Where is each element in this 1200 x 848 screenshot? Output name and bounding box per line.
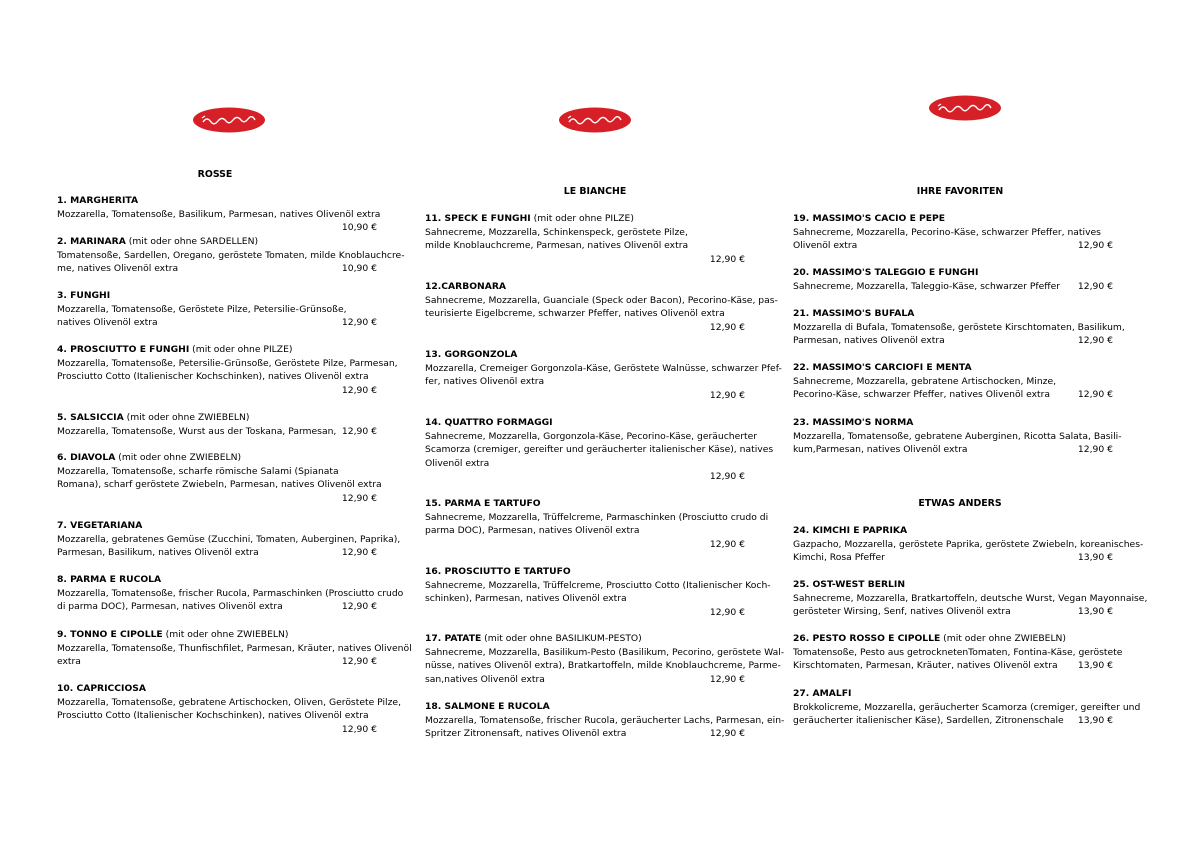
item-description: Parmesan, Basilikum, natives Olivenöl extra [57,547,259,559]
section-title-rosse: ROSSE [197,169,233,180]
item-description: Parmesan, natives Olivenöl extra [793,335,945,347]
item-price: 12,90 € [709,471,745,483]
menu-item [57,411,377,438]
item-description: kum,Parmesan, natives Olivenöl extra [793,444,968,456]
item-price: 12,90 € [341,492,377,504]
item-name: 6. DIAVOLA [57,452,116,463]
item-price: 12,90 € [709,728,745,740]
item-description: extra [57,656,81,668]
item-description: nüsse, natives Olivenöl extra), Bratkartoffeln, milde Knoblauchcreme, Parme- [425,660,781,672]
item-title [793,632,1113,646]
menu-item [57,628,412,669]
item-description: Mozzarella, Tomatensoße, Thunfischfilet, Parmesan, Kräuter, natives Olivenöl [57,642,412,654]
menu-item [425,497,769,551]
item-description: Kimchi, Rosa Pfeffer [793,552,885,564]
item-description: Tomatensoße, Sardellen, Oregano, geröstete Tomaten, milde Knoblauchcre- [57,249,405,261]
menu-item [57,573,404,614]
item-name: 24. KIMCHI E PAPRIKA [793,525,908,536]
item-name: 2. MARINARA [57,236,126,247]
item-title [425,700,745,714]
item-title [57,519,377,533]
item-description: me, natives Olivenöl extra [57,263,179,275]
item-price: 12,90 € [1077,389,1113,401]
item-description: Mozzarella, Tomatensoße, gebratene Artischocken, Oliven, Geröstete Pilze, [57,696,401,708]
item-description: Sahnecreme, Mozzarella, Schinkenspeck, geröstete Pilze, [425,226,688,238]
item-description: Sahnecreme, Mozzarella, Taleggio-Käse, schwarzer Pfeffer [793,280,1061,292]
menu-item [793,524,1144,565]
item-name: 13. GORGONZOLA [425,349,518,360]
item-description: Mozzarella, Tomatensoße, Wurst aus der Toskana, Parmesan, [57,425,337,437]
item-title [793,266,1113,280]
item-name: 20. MASSIMO'S TALEGGIO E FUNGHI [793,267,979,278]
menu-item [57,451,382,505]
menu-item [57,235,405,276]
item-description: Gazpacho, Mozzarella, geröstete Paprika, geröstete Zwiebeln, koreanisches- [793,538,1144,550]
item-description: natives Olivenöl extra [57,317,158,329]
item-title [425,280,745,294]
item-description: Romana), scharf geröstete Zwiebeln, Parmesan, natives Olivenöl extra [57,479,382,491]
item-title [793,307,1113,321]
item-description: Pecorino-Käse, schwarzer Pfeffer, natives Olivenöl extra [793,389,1051,401]
item-description: geräucherter italienischer Käse), Sardellen, Zitronenschale [793,715,1064,727]
item-price: 12,90 € [341,317,377,329]
item-description: Mozzarella, Cremeiger Gorgonzola-Käse, Geröstete Walnüsse, schwarzer Pfef- [425,362,782,374]
item-title [57,194,377,208]
item-title [425,212,745,226]
item-description: Mozzarella, gebratenes Gemüse (Zucchini, Tomaten, Auberginen, Paprika), [57,533,401,545]
item-title [57,411,377,425]
item-description: Sahnecreme, Mozzarella, Gorgonzola-Käse, Pecorino-Käse, geräucherter [425,430,758,442]
item-name: 18. SALMONE E RUCOLA [425,701,550,712]
item-title [793,578,1113,592]
item-price: 12,90 € [341,425,377,437]
menu-item [793,266,1113,293]
item-option: (mit oder ohne SARDELLEN) [125,236,259,247]
item-description: Olivenöl extra [425,457,490,469]
item-name: 4. PROSCIUTTO E FUNGHI [57,344,190,355]
menu-item [57,194,381,235]
item-price: 12,90 € [1077,444,1113,456]
item-name: 21. MASSIMO'S BUFALA [793,308,915,319]
menu-item [793,212,1113,253]
item-name: 23. MASSIMO'S NORMA [793,417,914,428]
item-description: Mozzarella, Tomatensoße, frischer Rucola, Parmaschinken (Prosciutto crudo [57,587,404,599]
item-name: 11. SPECK E FUNGHI [425,213,531,224]
menu-item [425,565,771,619]
item-price: 12,90 € [341,384,377,396]
menu-item [57,343,398,397]
rosso-logo [929,95,1001,121]
item-description: Sahnecreme, Mozzarella, Pecorino-Käse, schwarzer Pfeffer, natives [793,226,1101,238]
menu-item [793,687,1141,728]
item-description: parma DOC), Parmesan, natives Olivenöl extra [425,525,640,537]
section-title-etwas-anders: ETWAS ANDERS [918,498,1002,509]
item-title [57,573,377,587]
menu-item [793,361,1113,402]
menu-item [793,307,1125,348]
item-title [793,524,1113,538]
item-price: 12,90 € [341,601,377,613]
item-description: teurisierte Eigelbcreme, schwarzer Pfeffer, natives Olivenöl extra [425,308,725,320]
item-price: 12,90 € [1077,240,1113,252]
item-price: 12,90 € [709,606,745,618]
item-description: milde Knoblauchcreme, Parmesan, natives Olivenöl extra [425,240,689,252]
item-price: 12,90 € [341,723,377,735]
menu-item [57,289,377,330]
item-title [793,212,1113,226]
item-title [425,348,745,362]
item-title [425,632,745,646]
item-price: 12,90 € [341,656,377,668]
item-name: 27. AMALFI [793,688,852,699]
item-price: 13,90 € [1077,606,1113,618]
item-name: 7. VEGETARIANA [57,520,143,531]
item-name: 5. SALSICCIA [57,412,124,423]
menu-item [425,416,774,484]
item-description: Sahnecreme, Mozzarella, Bratkartoffeln, deutsche Wurst, Vegan Mayonnaise, [793,592,1148,604]
item-title [57,289,377,303]
item-description: Mozzarella di Bufala, Tomatensoße, geröstete Kirschtomaten, Basilikum, [793,321,1125,333]
item-price: 12,90 € [709,321,745,333]
item-description: Sahnecreme, Mozzarella, Trüffelcreme, Parmaschinken (Prosciutto crudo di [425,511,769,523]
item-description: Olivenöl extra [793,240,858,252]
item-name: 9. TONNO E CIPOLLE [57,629,163,640]
item-price: 12,90 € [709,538,745,550]
item-price: 12,90 € [1077,280,1113,292]
item-description: schinken), Parmesan, natives Olivenöl extra [425,593,627,605]
item-title [793,687,1113,701]
item-description: Brokkolicreme, Mozzarella, geräucherter Scamorza (cremiger, gereifter und [793,701,1141,713]
item-name: 26. PESTO ROSSO E CIPOLLE [793,633,941,644]
item-option: (mit oder ohne BASILIKUM-PESTO) [481,633,642,644]
item-name: 16. PROSCIUTTO E TARTUFO [425,566,571,577]
menu-item [793,632,1123,673]
menu-item [57,682,401,736]
item-option: (mit oder ohne PILZE) [530,213,634,224]
item-price: 12,90 € [709,253,745,265]
item-description: gerösteter Wirsing, Senf, natives Olivenöl extra [793,606,1011,618]
menu-item [425,700,785,741]
item-description: Sahnecreme, Mozzarella, Basilikum-Pesto (Basilikum, Pecorino, geröstete Wal- [425,646,785,658]
item-description: Mozzarella, Tomatensoße, frischer Rucola, geräucherter Lachs, Parmesan, ein- [425,714,785,726]
menu-item [793,578,1148,619]
item-description: Mozzarella, Tomatensoße, scharfe römische Salami (Spianata [57,465,339,477]
item-name: 19. MASSIMO'S CACIO E PEPE [793,213,946,224]
item-option: (mit oder ohne PILZE) [189,344,293,355]
item-description: Mozzarella, Tomatensoße, Geröstete Pilze, Petersilie-Grünsoße, [57,303,347,315]
item-description: Sahnecreme, Mozzarella, Trüffelcreme, Prosciutto Cotto (Italienischer Koch- [425,579,771,591]
item-description: Mozzarella, Tomatensoße, Petersilie-Grünsoße, Geröstete Pilze, Parmesan, [57,357,398,369]
menu-item [57,519,401,560]
rosso-logo [193,107,265,133]
item-description: Prosciutto Cotto (Italienischer Kochschinken), natives Olivenöl extra [57,710,369,722]
item-name: 25. OST-WEST BERLIN [793,579,906,590]
item-price: 10,90 € [341,222,377,234]
section-title-ihre-favoriten: IHRE FAVORITEN [916,186,1004,197]
item-price: 12,90 € [1077,335,1113,347]
item-description: di parma DOC), Parmesan, natives Olivenöl extra [57,601,283,613]
item-option: (mit oder ohne ZWIEBELN) [115,452,242,463]
item-description: Spritzer Zitronensaft, natives Olivenöl extra [425,728,627,740]
item-title [425,565,745,579]
item-title [57,343,377,357]
item-description: Scamorza (cremiger, gereifter und geräucherter italienischer Käse), natives [425,444,774,456]
item-price: 12,90 € [709,673,745,685]
item-title [57,235,377,249]
item-title [793,416,1113,430]
item-price: 13,90 € [1077,552,1113,564]
item-title [57,682,377,696]
item-description: fer, natives Olivenöl extra [425,376,545,388]
item-name: 17. PATATE [425,633,482,644]
item-name: 15. PARMA E TARTUFO [425,498,541,509]
item-name: 3. FUNGHI [57,290,111,301]
item-description: Prosciutto Cotto (Italienischer Kochschinken), natives Olivenöl extra [57,371,369,383]
item-price: 12,90 € [341,547,377,559]
item-price: 10,90 € [341,263,377,275]
item-title [57,628,377,642]
item-description: Sahnecreme, Mozzarella, gebratene Artischocken, Minze, [793,375,1057,387]
menu-item [425,348,782,402]
item-description: san,natives Olivenöl extra [425,673,545,685]
item-name: 14. QUATTRO FORMAGGI [425,417,553,428]
menu-item [425,212,745,266]
item-name: 12.CARBONARA [425,281,507,292]
item-name: 8. PARMA E RUCOLA [57,574,162,585]
menu-item [425,632,785,686]
item-title [425,416,745,430]
item-name: 22. MASSIMO'S CARCIOFI E MENTA [793,362,972,373]
rosso-logo [559,107,631,133]
item-name: 1. MARGHERITA [57,195,139,206]
item-name: 10. CAPRICCIOSA [57,683,146,694]
item-description: Mozzarella, Tomatensoße, Basilikum, Parmesan, natives Olivenöl extra [57,208,381,220]
section-title-le-bianche: LE BIANCHE [563,186,627,197]
item-option: (mit oder ohne ZWIEBELN) [940,633,1067,644]
item-option: (mit oder ohne ZWIEBELN) [162,629,289,640]
menu-item [793,416,1122,457]
menu-item [425,280,778,334]
item-title [793,361,1113,375]
item-price: 13,90 € [1077,715,1113,727]
item-price: 13,90 € [1077,660,1113,672]
item-description: Sahnecreme, Mozzarella, Guanciale (Speck oder Bacon), Pecorino-Käse, pas- [425,294,778,306]
item-option: (mit oder ohne ZWIEBELN) [123,412,250,423]
item-description: Mozzarella, Tomatensoße, gebratene Auberginen, Ricotta Salata, Basili- [793,430,1122,442]
item-description: Kirschtomaten, Parmesan, Kräuter, natives Olivenöl extra [793,660,1058,672]
item-title [425,497,745,511]
item-title [57,451,377,465]
item-price: 12,90 € [709,389,745,401]
item-description: Tomatensoße, Pesto aus getrocknetenTomaten, Fontina-Käse, geröstete [793,646,1123,658]
